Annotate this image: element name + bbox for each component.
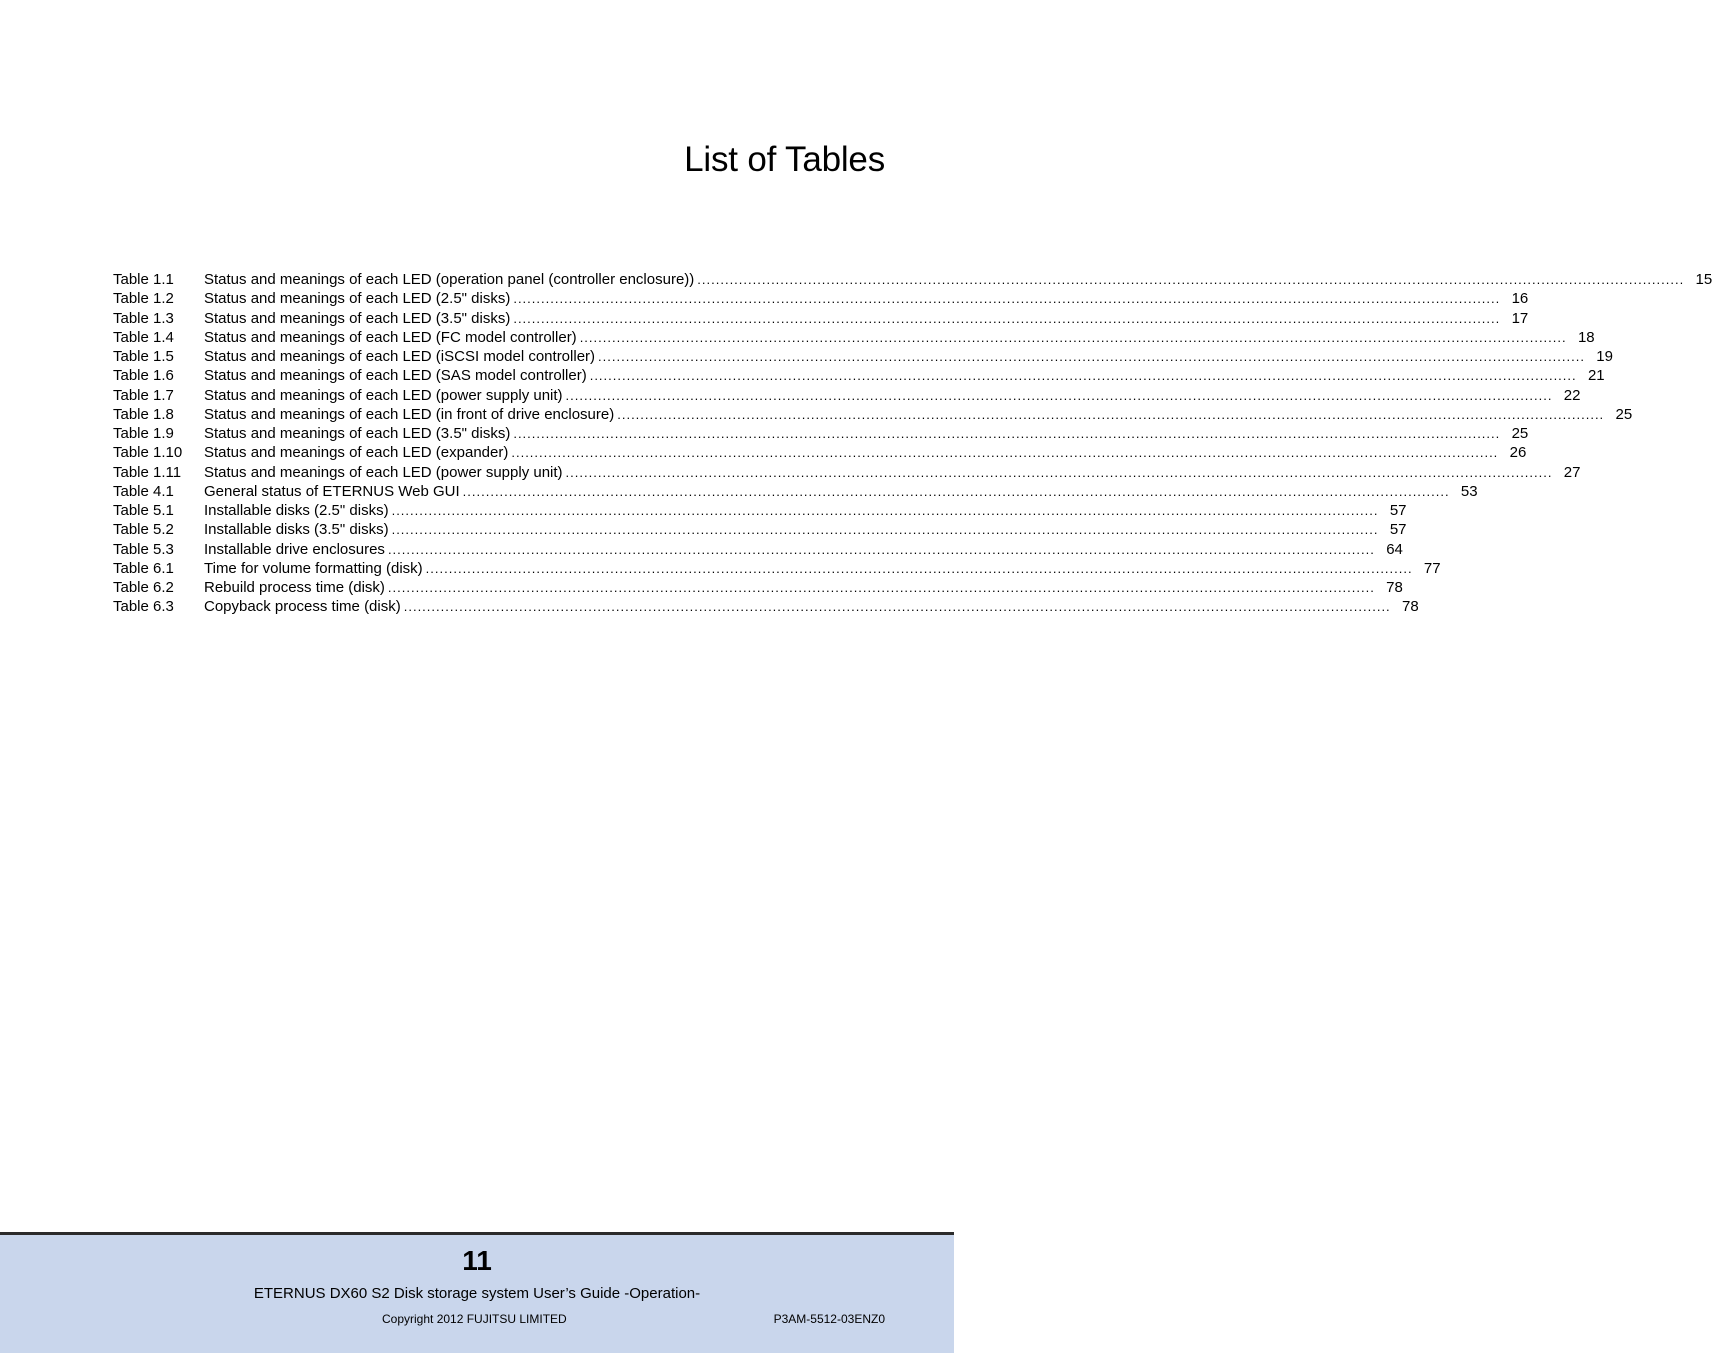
toc-entry-page: 18 <box>1577 328 1595 346</box>
toc-entry[interactable] <box>113 270 1712 289</box>
toc-entry-page: 26 <box>1509 444 1527 462</box>
toc-entry-title: Installable disks (3.5" disks) <box>204 521 389 539</box>
footer-doc-code: P3AM-5512-03ENZ0 <box>773 1312 885 1326</box>
toc-dot-leader <box>580 328 1567 347</box>
toc-entry-number: Table 1.5 <box>113 348 174 365</box>
toc-entry-page: 77 <box>1423 559 1441 577</box>
toc-entry-title: Status and meanings of each LED (3.5" disks) <box>204 425 511 442</box>
toc-dot-leader <box>388 578 1375 597</box>
toc-entry-number: Table 5.1 <box>113 502 174 519</box>
toc-dot-leader <box>392 520 1379 539</box>
toc-entry-title: Status and meanings of each LED (SAS model controller) <box>204 367 587 385</box>
toc-dot-leader <box>404 597 1391 616</box>
toc-entry[interactable] <box>113 482 1478 501</box>
toc-entry[interactable] <box>113 540 1403 559</box>
page-title: List of Tables <box>684 140 885 179</box>
toc-entry-page: 64 <box>1386 540 1403 558</box>
toc-dot-leader <box>566 386 1553 405</box>
toc-dot-leader <box>513 424 1500 443</box>
page-footer <box>0 1232 954 1353</box>
toc-entry-number: Table 6.2 <box>113 579 174 596</box>
toc-dot-leader <box>513 309 1500 328</box>
table-list <box>113 270 1712 617</box>
toc-entry-title: Status and meanings of each LED (expander) <box>204 444 509 462</box>
toc-dot-leader <box>513 289 1500 308</box>
toc-entry-page: 53 <box>1460 482 1478 500</box>
toc-dot-leader <box>590 366 1577 385</box>
toc-entry-number: Table 5.3 <box>113 540 174 558</box>
toc-dot-leader <box>511 443 1498 462</box>
toc-entry-page: 27 <box>1563 463 1581 481</box>
toc-entry-title: Status and meanings of each LED (power supply unit) <box>204 463 563 481</box>
toc-entry-title: Time for volume formatting (disk) <box>204 559 423 577</box>
toc-entry-number: Table 1.6 <box>113 367 174 385</box>
toc-entry-page: 78 <box>1386 579 1403 596</box>
toc-entry-title: Status and meanings of each LED (3.5" disks) <box>204 309 511 327</box>
toc-entry[interactable] <box>113 559 1441 578</box>
toc-dot-leader <box>566 463 1553 482</box>
toc-entry[interactable] <box>113 578 1403 597</box>
toc-entry[interactable] <box>113 405 1633 424</box>
footer-copyright: Copyright 2012 FUJITSU LIMITED <box>382 1312 567 1326</box>
toc-entry[interactable] <box>113 424 1529 443</box>
toc-entry-number: Table 1.4 <box>113 328 174 346</box>
footer-page-number: 11 <box>462 1245 492 1276</box>
toc-entry-number: Table 6.3 <box>113 598 174 616</box>
toc-entry-page: 16 <box>1511 290 1529 308</box>
toc-entry-page: 21 <box>1587 367 1605 385</box>
toc-dot-leader <box>426 559 1413 578</box>
toc-entry[interactable] <box>113 501 1407 520</box>
footer-guide-title: ETERNUS DX60 S2 Disk storage system User’s Guide -Operation- <box>253 1285 701 1302</box>
toc-entry-number: Table 1.2 <box>113 290 174 308</box>
toc-entry-page: 78 <box>1401 598 1419 616</box>
toc-entry[interactable] <box>113 366 1605 385</box>
toc-dot-leader <box>697 270 1684 289</box>
toc-entry-page: 17 <box>1511 309 1529 327</box>
toc-entry-title: Status and meanings of each LED (operation panel (controller enclosure)) <box>204 271 695 288</box>
toc-entry-title: General status of ETERNUS Web GUI <box>204 482 460 500</box>
toc-entry-title: Status and meanings of each LED (FC model controller) <box>204 328 577 346</box>
toc-entry-number: Table 5.2 <box>113 521 174 539</box>
toc-entry-title: Installable drive enclosures <box>204 540 385 558</box>
toc-entry[interactable] <box>113 309 1529 328</box>
toc-entry-page: 19 <box>1596 348 1613 365</box>
toc-entry-page: 15 <box>1695 271 1712 288</box>
toc-entry[interactable] <box>113 386 1581 405</box>
toc-entry-page: 57 <box>1389 521 1407 539</box>
toc-entry[interactable] <box>113 463 1581 482</box>
toc-entry[interactable] <box>113 289 1529 308</box>
toc-entry-page: 25 <box>1615 405 1633 423</box>
toc-entry-number: Table 1.11 <box>113 463 182 481</box>
toc-entry-title: Copyback process time (disk) <box>204 598 401 616</box>
toc-entry-page: 57 <box>1389 502 1407 519</box>
toc-entry-title: Rebuild process time (disk) <box>204 579 385 596</box>
toc-entry-title: Status and meanings of each LED (power supply unit) <box>204 386 563 404</box>
toc-entry-number: Table 1.7 <box>113 386 174 404</box>
toc-entry[interactable] <box>113 347 1613 366</box>
toc-dot-leader <box>617 405 1604 424</box>
toc-entry-number: Table 4.1 <box>113 482 174 500</box>
toc-entry-number: Table 1.1 <box>113 271 174 288</box>
toc-entry-title: Installable disks (2.5" disks) <box>204 502 389 519</box>
toc-dot-leader <box>598 347 1585 366</box>
toc-dot-leader <box>392 501 1379 520</box>
toc-entry-title: Status and meanings of each LED (in front of drive enclosure) <box>204 405 615 423</box>
toc-entry[interactable] <box>113 597 1419 616</box>
toc-entry[interactable] <box>113 328 1595 347</box>
toc-entry-number: Table 1.10 <box>113 444 183 462</box>
toc-entry[interactable] <box>113 443 1527 462</box>
toc-dot-leader <box>388 540 1375 559</box>
toc-entry-number: Table 1.8 <box>113 405 174 423</box>
toc-entry-number: Table 1.9 <box>113 425 174 442</box>
toc-entry-title: Status and meanings of each LED (iSCSI model controller) <box>204 348 596 365</box>
toc-dot-leader <box>463 482 1450 501</box>
toc-entry-page: 25 <box>1511 425 1529 442</box>
toc-entry-page: 22 <box>1563 386 1581 404</box>
toc-entry-title: Status and meanings of each LED (2.5" disks) <box>204 290 511 308</box>
toc-entry-number: Table 6.1 <box>113 559 174 577</box>
toc-entry[interactable] <box>113 520 1407 539</box>
toc-entry-number: Table 1.3 <box>113 309 174 327</box>
